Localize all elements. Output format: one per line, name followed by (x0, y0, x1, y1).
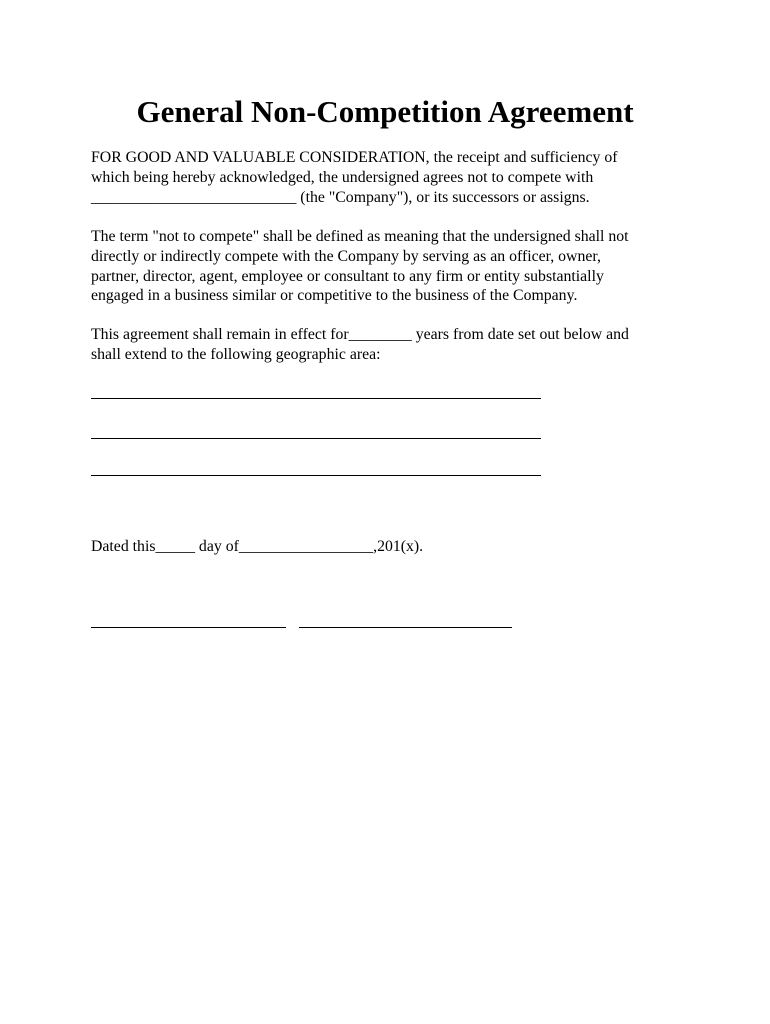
definition-paragraph (91, 227, 691, 306)
geographic-area-blank-3[interactable] (91, 475, 541, 476)
dated-line: Dated this_____ day of_________________,201(x). (91, 538, 424, 555)
geographic-area-blank-2[interactable] (91, 438, 541, 439)
consideration-paragraph (91, 148, 691, 207)
paragraph-line: engaged in a business similar or competitive to the business of the Company. (91, 287, 578, 305)
company-blank-line: __________________________ (the "Company"), or its successors or assigns. (91, 188, 590, 206)
signature-blank-right[interactable] (299, 627, 512, 628)
paragraph-line: which being hereby acknowledged, the undersigned agrees not to compete with (91, 168, 594, 186)
geographic-area-blank-1[interactable] (91, 398, 541, 399)
term-paragraph (91, 325, 691, 365)
document-title: General Non-Competition Agreement (136, 94, 634, 129)
signature-blank-left[interactable] (91, 627, 286, 628)
paragraph-line: FOR GOOD AND VALUABLE CONSIDERATION, the receipt and sufficiency of (91, 149, 618, 166)
paragraph-line: partner, director, agent, employee or consultant to any firm or entity substantially (91, 267, 604, 285)
paragraph-line: shall extend to the following geographic area: (91, 345, 381, 363)
years-blank-line: This agreement shall remain in effect for________ years from date set out below and (91, 326, 629, 343)
paragraph-line: directly or indirectly compete with the Company by serving as an officer, owner, (91, 247, 601, 265)
paragraph-line: The term "not to compete" shall be defined as meaning that the undersigned shall not (91, 228, 629, 245)
